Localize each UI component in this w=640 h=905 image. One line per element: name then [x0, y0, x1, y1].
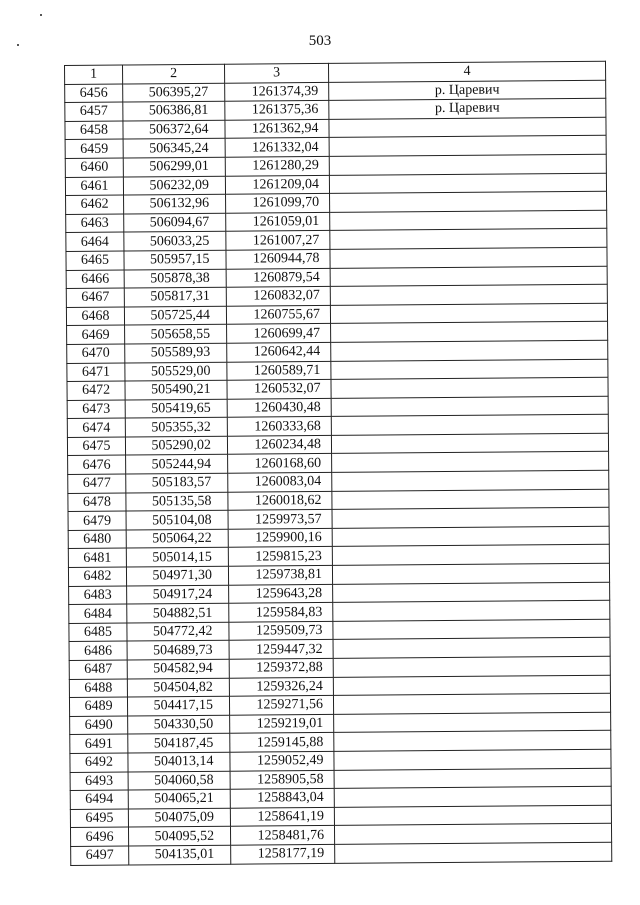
point-number-cell: 6481 — [68, 548, 126, 567]
point-number-cell: 6496 — [70, 827, 128, 846]
y-coordinate-cell: 1260642,44 — [227, 342, 331, 361]
y-coordinate-cell: 1260333,68 — [227, 417, 331, 436]
y-coordinate-cell: 1259271,56 — [229, 696, 333, 715]
note-cell — [332, 526, 609, 547]
note-cell — [330, 191, 607, 212]
note-cell — [329, 136, 606, 157]
x-coordinate-cell: 504065,21 — [128, 789, 230, 808]
y-coordinate-cell: 1259584,83 — [229, 603, 333, 622]
point-number-cell: 6468 — [66, 307, 124, 326]
y-coordinate-cell: 1260083,04 — [228, 472, 332, 491]
table-row — [71, 842, 612, 865]
note-cell — [330, 247, 607, 268]
note-cell — [334, 805, 611, 826]
point-number-cell: 6470 — [67, 344, 125, 363]
point-number-cell: 6466 — [66, 270, 124, 289]
x-coordinate-cell: 505244,94 — [126, 455, 228, 474]
note-cell — [329, 117, 606, 138]
note-cell: р. Царевич — [329, 80, 606, 101]
y-coordinate-cell: 1258177,19 — [231, 844, 335, 863]
x-coordinate-cell: 506232,09 — [123, 176, 225, 195]
y-coordinate-cell: 1261362,94 — [225, 119, 329, 138]
x-coordinate-cell: 504971,30 — [126, 566, 228, 585]
y-coordinate-cell: 1260944,78 — [226, 249, 330, 268]
point-number-cell: 6474 — [67, 418, 125, 437]
x-coordinate-cell: 506033,25 — [124, 232, 226, 251]
y-coordinate-cell: 1259815,23 — [228, 547, 332, 566]
x-coordinate-cell: 506395,27 — [123, 83, 225, 102]
x-coordinate-cell: 504060,58 — [128, 771, 230, 790]
x-coordinate-cell: 505419,65 — [125, 399, 227, 418]
point-number-cell: 6475 — [67, 437, 125, 456]
x-coordinate-cell: 504330,50 — [128, 715, 230, 734]
point-number-cell: 6483 — [69, 586, 127, 605]
note-cell — [333, 675, 610, 696]
note-cell — [330, 284, 607, 305]
note-cell — [331, 359, 608, 380]
note-cell: р. Царевич — [329, 98, 606, 119]
y-coordinate-cell: 1260018,62 — [228, 491, 332, 510]
y-coordinate-cell: 1259973,57 — [228, 510, 332, 529]
y-coordinate-cell: 1260755,67 — [226, 305, 330, 324]
note-cell — [334, 731, 611, 752]
note-cell — [331, 415, 608, 436]
y-coordinate-cell: 1261332,04 — [225, 138, 329, 157]
x-coordinate-cell: 505878,38 — [124, 269, 226, 288]
note-cell — [330, 266, 607, 287]
x-coordinate-cell: 505589,93 — [125, 343, 227, 362]
column-header: 4 — [328, 61, 605, 82]
x-coordinate-cell: 505957,15 — [124, 250, 226, 269]
note-cell — [332, 452, 609, 473]
y-coordinate-cell: 1259509,73 — [229, 621, 333, 640]
point-number-cell: 6477 — [68, 474, 126, 493]
note-cell — [333, 693, 610, 714]
x-coordinate-cell: 505183,57 — [126, 473, 228, 492]
scan-speck — [40, 14, 42, 16]
note-cell — [331, 433, 608, 454]
point-number-cell: 6471 — [67, 363, 125, 382]
x-coordinate-cell: 506299,01 — [123, 157, 225, 176]
note-cell — [331, 377, 608, 398]
page-number: 503 — [308, 33, 332, 49]
point-number-cell: 6485 — [69, 623, 127, 642]
point-number-cell: 6487 — [69, 660, 127, 679]
x-coordinate-cell: 504013,14 — [128, 752, 230, 771]
note-cell — [333, 638, 610, 659]
point-number-cell: 6463 — [66, 214, 124, 233]
point-number-cell: 6460 — [65, 158, 123, 177]
column-header: 1 — [65, 65, 123, 84]
y-coordinate-cell: 1260168,60 — [228, 454, 332, 473]
y-coordinate-cell: 1259738,81 — [228, 565, 332, 584]
x-coordinate-cell: 505725,44 — [124, 306, 226, 325]
point-number-cell: 6464 — [66, 232, 124, 251]
y-coordinate-cell: 1260699,47 — [227, 324, 331, 343]
x-coordinate-cell: 505817,31 — [124, 287, 226, 306]
note-cell — [330, 210, 607, 231]
x-coordinate-cell: 505135,58 — [126, 492, 228, 511]
point-number-cell: 6461 — [65, 177, 123, 196]
y-coordinate-cell: 1259219,01 — [230, 714, 334, 733]
y-coordinate-cell: 1259372,88 — [229, 658, 333, 677]
note-cell — [335, 842, 612, 863]
column-header: 3 — [224, 63, 328, 82]
point-number-cell: 6459 — [65, 139, 123, 158]
point-number-cell: 6480 — [68, 530, 126, 549]
y-coordinate-cell: 1259145,88 — [230, 733, 334, 752]
x-coordinate-cell: 505355,32 — [125, 418, 227, 437]
x-coordinate-cell: 505104,08 — [126, 510, 228, 529]
y-coordinate-cell: 1261059,01 — [226, 212, 330, 231]
note-cell — [331, 396, 608, 417]
note-cell — [332, 507, 609, 528]
y-coordinate-cell: 1261007,27 — [226, 231, 330, 250]
y-coordinate-cell: 1260532,07 — [227, 380, 331, 399]
column-header: 2 — [123, 64, 225, 83]
x-coordinate-cell: 505064,22 — [126, 529, 228, 548]
note-cell — [333, 656, 610, 677]
y-coordinate-cell: 1258481,76 — [230, 826, 334, 845]
point-number-cell: 6482 — [68, 567, 126, 586]
note-cell — [333, 619, 610, 640]
note-cell — [329, 173, 606, 194]
x-coordinate-cell: 504772,42 — [127, 622, 229, 641]
x-coordinate-cell: 505290,02 — [125, 436, 227, 455]
point-number-cell: 6476 — [68, 455, 126, 474]
y-coordinate-cell: 1260879,54 — [226, 268, 330, 287]
point-number-cell: 6472 — [67, 381, 125, 400]
x-coordinate-cell: 504075,09 — [128, 808, 230, 827]
x-coordinate-cell: 504187,45 — [128, 734, 230, 753]
point-number-cell: 6458 — [65, 121, 123, 140]
note-cell — [334, 712, 611, 733]
note-cell — [331, 340, 608, 361]
x-coordinate-cell: 504504,82 — [127, 678, 229, 697]
y-coordinate-cell: 1260589,71 — [227, 361, 331, 380]
point-number-cell: 6493 — [70, 772, 128, 791]
y-coordinate-cell: 1260430,48 — [227, 398, 331, 417]
y-coordinate-cell: 1259447,32 — [229, 640, 333, 659]
x-coordinate-cell: 504417,15 — [127, 696, 229, 715]
note-cell — [333, 582, 610, 603]
table-body — [65, 61, 612, 865]
x-coordinate-cell: 504095,52 — [128, 827, 230, 846]
point-number-cell: 6473 — [67, 400, 125, 419]
y-coordinate-cell: 1259326,24 — [229, 677, 333, 696]
point-number-cell: 6489 — [69, 697, 127, 716]
x-coordinate-cell: 506345,24 — [123, 139, 225, 158]
y-coordinate-cell: 1258843,04 — [230, 789, 334, 808]
point-number-cell: 6479 — [68, 511, 126, 530]
x-coordinate-cell: 506132,96 — [124, 194, 226, 213]
x-coordinate-cell: 505490,21 — [125, 380, 227, 399]
x-coordinate-cell: 505658,55 — [125, 325, 227, 344]
note-cell — [332, 470, 609, 491]
y-coordinate-cell: 1258641,19 — [230, 807, 334, 826]
note-cell — [330, 229, 607, 250]
point-number-cell: 6495 — [70, 809, 128, 828]
x-coordinate-cell: 504689,73 — [127, 641, 229, 660]
note-cell — [334, 824, 611, 845]
y-coordinate-cell: 1261374,39 — [225, 82, 329, 101]
x-coordinate-cell: 506386,81 — [123, 101, 225, 120]
point-number-cell: 6457 — [65, 102, 123, 121]
x-coordinate-cell: 504135,01 — [129, 845, 231, 864]
y-coordinate-cell: 1261099,70 — [226, 194, 330, 213]
point-number-cell: 6494 — [70, 790, 128, 809]
y-coordinate-cell: 1260832,07 — [226, 287, 330, 306]
note-cell — [329, 154, 606, 175]
point-number-cell: 6492 — [70, 753, 128, 772]
point-number-cell: 6486 — [69, 641, 127, 660]
note-cell — [334, 768, 611, 789]
note-cell — [330, 303, 607, 324]
note-cell — [332, 563, 609, 584]
y-coordinate-cell: 1261209,04 — [225, 175, 329, 194]
coordinates-table — [64, 61, 612, 866]
x-coordinate-cell: 504582,94 — [127, 659, 229, 678]
point-number-cell: 6491 — [70, 734, 128, 753]
x-coordinate-cell: 505529,00 — [125, 362, 227, 381]
y-coordinate-cell: 1259052,49 — [230, 751, 334, 770]
point-number-cell: 6462 — [66, 195, 124, 214]
point-number-cell: 6490 — [70, 716, 128, 735]
point-number-cell: 6497 — [71, 846, 129, 865]
point-number-cell: 6469 — [67, 325, 125, 344]
point-number-cell: 6478 — [68, 493, 126, 512]
note-cell — [331, 322, 608, 343]
note-cell — [332, 545, 609, 566]
note-cell — [334, 749, 611, 770]
y-coordinate-cell: 1259643,28 — [229, 584, 333, 603]
x-coordinate-cell: 504882,51 — [127, 603, 229, 622]
x-coordinate-cell: 504917,24 — [127, 585, 229, 604]
point-number-cell: 6488 — [69, 679, 127, 698]
note-cell — [333, 600, 610, 621]
point-number-cell: 6456 — [65, 84, 123, 103]
y-coordinate-cell: 1260234,48 — [227, 435, 331, 454]
y-coordinate-cell: 1259900,16 — [228, 528, 332, 547]
y-coordinate-cell: 1261375,36 — [225, 101, 329, 120]
x-coordinate-cell: 506094,67 — [124, 213, 226, 232]
x-coordinate-cell: 506372,64 — [123, 120, 225, 139]
note-cell — [334, 786, 611, 807]
point-number-cell: 6467 — [66, 288, 124, 307]
point-number-cell: 6465 — [66, 251, 124, 270]
x-coordinate-cell: 505014,15 — [126, 548, 228, 567]
y-coordinate-cell: 1258905,58 — [230, 770, 334, 789]
note-cell — [332, 489, 609, 510]
y-coordinate-cell: 1261280,29 — [225, 156, 329, 175]
point-number-cell: 6484 — [69, 604, 127, 623]
